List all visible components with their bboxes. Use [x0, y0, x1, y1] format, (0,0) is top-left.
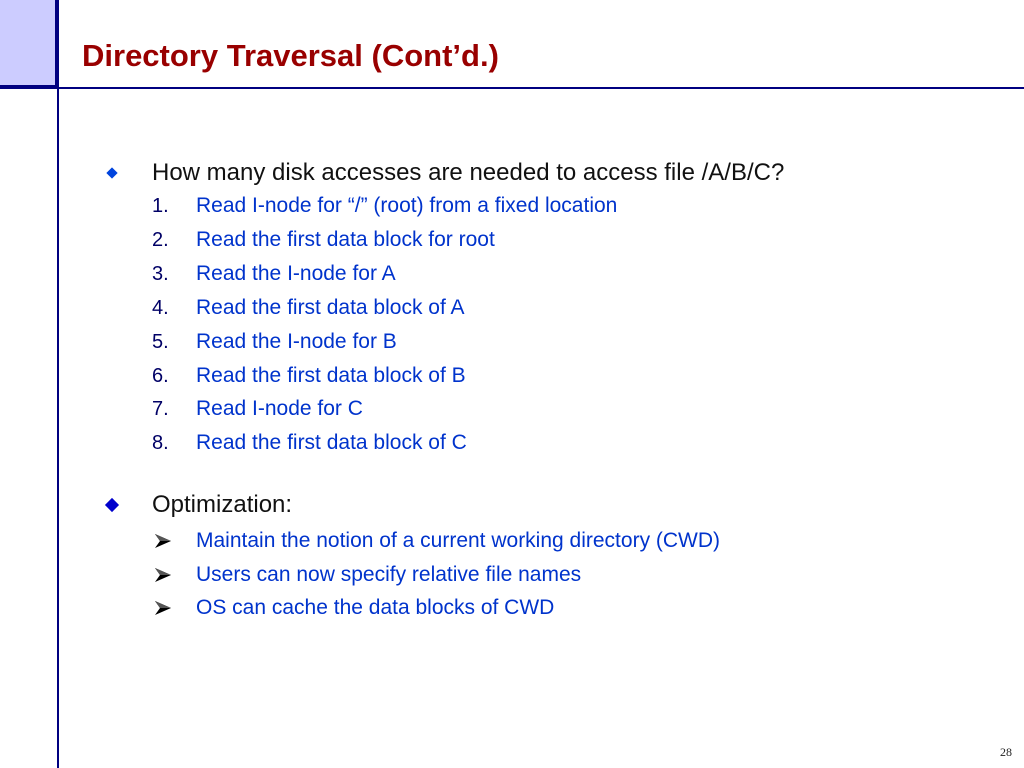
list-text: Read the first data block for root [196, 228, 495, 251]
list-text: Maintain the notion of a current working directory (CWD) [196, 529, 721, 552]
list-text: Read the first data block of A [196, 296, 465, 319]
list-number: 1. [152, 195, 169, 217]
list-text: Read the first data block of C [196, 431, 467, 454]
list-text: Read I-node for “/” (root) from a fixed location [196, 194, 618, 217]
horizontal-rule [0, 87, 1024, 89]
arrow-bullet-icon [152, 592, 196, 624]
list-item [152, 393, 363, 425]
list-item [152, 326, 397, 358]
list-text: Users can now specify relative file names [196, 563, 582, 586]
diamond-icon [104, 157, 152, 189]
list-item [152, 224, 495, 256]
list-number: 2. [152, 229, 169, 251]
list-text: OS can cache the data blocks of CWD [196, 596, 555, 619]
list-number: 6. [152, 365, 169, 387]
bullet-text: Optimization: [152, 491, 293, 518]
bullet-text: How many disk accesses are needed to access file /A/B/C? [152, 159, 785, 186]
list-text: Read I-node for C [196, 397, 363, 420]
list-number: 8. [152, 432, 169, 454]
list-text: Read the I-node for A [196, 262, 396, 285]
bullet-item-optimization [104, 489, 292, 521]
list-item [152, 258, 396, 290]
diamond-icon [104, 489, 152, 521]
slide-title: Directory Traversal (Cont’d.) [82, 38, 499, 73]
list-number: 5. [152, 331, 169, 353]
list-item [152, 427, 467, 459]
arrow-bullet-icon [152, 559, 196, 591]
list-item [152, 592, 554, 624]
list-number: 7. [152, 398, 169, 420]
list-item [152, 292, 465, 324]
arrow-bullet-icon [152, 525, 196, 557]
list-item [152, 559, 581, 591]
list-item [152, 190, 617, 222]
list-text: Read the I-node for B [196, 330, 397, 353]
list-number: 4. [152, 297, 169, 319]
list-item [152, 360, 466, 392]
bullet-item-disk-accesses [104, 157, 784, 189]
vertical-rule [57, 0, 59, 768]
corner-decoration [0, 0, 57, 87]
list-text: Read the first data block of B [196, 364, 466, 387]
list-item [152, 525, 720, 557]
page-number: 28 [1000, 745, 1012, 759]
list-number: 3. [152, 263, 169, 285]
